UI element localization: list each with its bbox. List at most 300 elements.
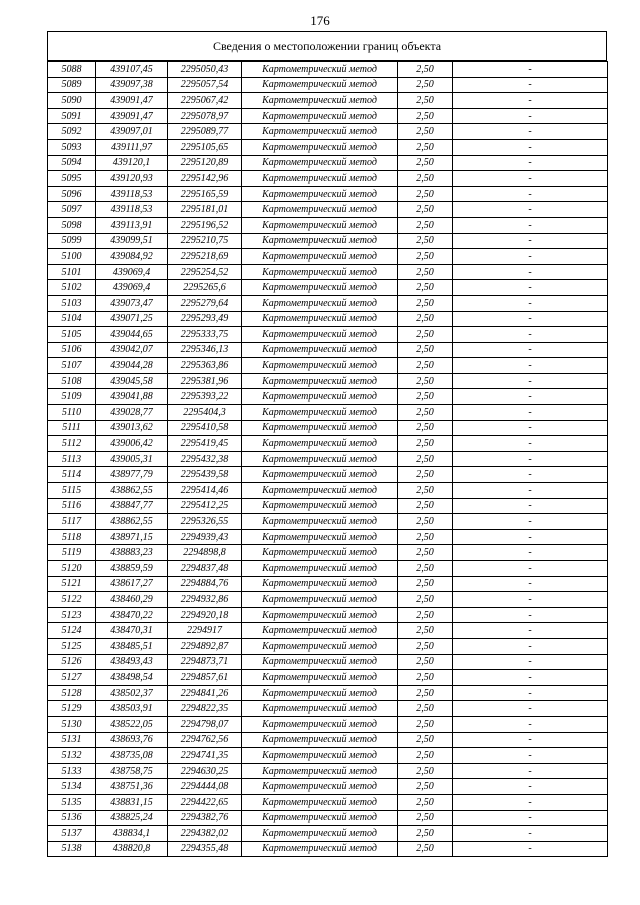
point-number-cell: 5110 — [48, 405, 96, 421]
point-number-cell: 5136 — [48, 810, 96, 826]
table-row — [48, 389, 608, 405]
method-cell: Картометрический метод — [242, 623, 398, 639]
table-row — [48, 420, 608, 436]
method-cell: Картометрический метод — [242, 716, 398, 732]
point-number-cell: 5137 — [48, 826, 96, 842]
x-coordinate-cell: 438522,05 — [96, 716, 168, 732]
y-coordinate-cell: 2294382,76 — [168, 810, 242, 826]
accuracy-cell: 2,50 — [398, 701, 453, 717]
point-number-cell: 5103 — [48, 295, 96, 311]
accuracy-cell: 2,50 — [398, 295, 453, 311]
x-coordinate-cell: 438617,27 — [96, 576, 168, 592]
x-coordinate-cell: 439045,58 — [96, 373, 168, 389]
x-coordinate-cell: 439118,53 — [96, 186, 168, 202]
method-cell: Картометрический метод — [242, 186, 398, 202]
y-coordinate-cell: 2295254,52 — [168, 264, 242, 280]
method-cell: Картометрический метод — [242, 295, 398, 311]
x-coordinate-cell: 438862,55 — [96, 514, 168, 530]
x-coordinate-cell: 438735,08 — [96, 748, 168, 764]
method-cell: Картометрический метод — [242, 139, 398, 155]
accuracy-cell: 2,50 — [398, 264, 453, 280]
table-row — [48, 171, 608, 187]
table-row — [48, 701, 608, 717]
y-coordinate-cell: 2294630,25 — [168, 763, 242, 779]
method-cell: Картометрический метод — [242, 794, 398, 810]
method-cell: Картометрический метод — [242, 233, 398, 249]
method-cell: Картометрический метод — [242, 93, 398, 109]
x-coordinate-cell: 439120,1 — [96, 155, 168, 171]
accuracy-cell: 2,50 — [398, 592, 453, 608]
point-number-cell: 5113 — [48, 451, 96, 467]
x-coordinate-cell: 438751,36 — [96, 779, 168, 795]
accuracy-cell: 2,50 — [398, 202, 453, 218]
point-number-cell: 5124 — [48, 623, 96, 639]
method-cell: Картометрический метод — [242, 685, 398, 701]
method-cell: Картометрический метод — [242, 217, 398, 233]
note-cell: - — [453, 514, 608, 530]
method-cell: Картометрический метод — [242, 841, 398, 857]
note-cell: - — [453, 623, 608, 639]
method-cell: Картометрический метод — [242, 451, 398, 467]
accuracy-cell: 2,50 — [398, 233, 453, 249]
x-coordinate-cell: 438485,51 — [96, 638, 168, 654]
note-cell: - — [453, 124, 608, 140]
note-cell: - — [453, 701, 608, 717]
point-number-cell: 5135 — [48, 794, 96, 810]
method-cell: Картометрический метод — [242, 576, 398, 592]
note-cell: - — [453, 202, 608, 218]
accuracy-cell: 2,50 — [398, 155, 453, 171]
y-coordinate-cell: 2294798,07 — [168, 716, 242, 732]
note-cell: - — [453, 561, 608, 577]
point-number-cell: 5107 — [48, 358, 96, 374]
table-row — [48, 748, 608, 764]
y-coordinate-cell: 2295181,01 — [168, 202, 242, 218]
note-cell: - — [453, 264, 608, 280]
x-coordinate-cell: 439073,47 — [96, 295, 168, 311]
method-cell: Картометрический метод — [242, 280, 398, 296]
accuracy-cell: 2,50 — [398, 311, 453, 327]
y-coordinate-cell: 2295404,3 — [168, 405, 242, 421]
y-coordinate-cell: 2295279,64 — [168, 295, 242, 311]
table-row — [48, 233, 608, 249]
y-coordinate-cell: 2294939,43 — [168, 529, 242, 545]
x-coordinate-cell: 439097,38 — [96, 77, 168, 93]
accuracy-cell: 2,50 — [398, 654, 453, 670]
y-coordinate-cell: 2295393,22 — [168, 389, 242, 405]
note-cell: - — [453, 280, 608, 296]
accuracy-cell: 2,50 — [398, 124, 453, 140]
note-cell: - — [453, 171, 608, 187]
table-row — [48, 139, 608, 155]
note-cell: - — [453, 77, 608, 93]
y-coordinate-cell: 2294355,48 — [168, 841, 242, 857]
y-coordinate-cell: 2294382,02 — [168, 826, 242, 842]
note-cell: - — [453, 451, 608, 467]
x-coordinate-cell: 438820,8 — [96, 841, 168, 857]
method-cell: Картометрический метод — [242, 311, 398, 327]
accuracy-cell: 2,50 — [398, 77, 453, 93]
y-coordinate-cell: 2294884,76 — [168, 576, 242, 592]
method-cell: Картометрический метод — [242, 701, 398, 717]
note-cell: - — [453, 685, 608, 701]
y-coordinate-cell: 2295363,86 — [168, 358, 242, 374]
y-coordinate-cell: 2295210,75 — [168, 233, 242, 249]
point-number-cell: 5095 — [48, 171, 96, 187]
method-cell: Картометрический метод — [242, 670, 398, 686]
point-number-cell: 5118 — [48, 529, 96, 545]
table-row — [48, 779, 608, 795]
note-cell: - — [453, 654, 608, 670]
method-cell: Картометрический метод — [242, 202, 398, 218]
method-cell: Картометрический метод — [242, 327, 398, 343]
x-coordinate-cell: 439069,4 — [96, 264, 168, 280]
table-row — [48, 124, 608, 140]
method-cell: Картометрический метод — [242, 748, 398, 764]
x-coordinate-cell: 439107,45 — [96, 62, 168, 78]
accuracy-cell: 2,50 — [398, 670, 453, 686]
accuracy-cell: 2,50 — [398, 62, 453, 78]
table-row — [48, 280, 608, 296]
method-cell: Картометрический метод — [242, 264, 398, 280]
y-coordinate-cell: 2295333,75 — [168, 327, 242, 343]
method-cell: Картометрический метод — [242, 498, 398, 514]
point-number-cell: 5112 — [48, 436, 96, 452]
accuracy-cell: 2,50 — [398, 373, 453, 389]
method-cell: Картометрический метод — [242, 373, 398, 389]
accuracy-cell: 2,50 — [398, 249, 453, 265]
y-coordinate-cell: 2295120,89 — [168, 155, 242, 171]
point-number-cell: 5116 — [48, 498, 96, 514]
table-row — [48, 623, 608, 639]
x-coordinate-cell: 439091,47 — [96, 108, 168, 124]
point-number-cell: 5125 — [48, 638, 96, 654]
point-number-cell: 5098 — [48, 217, 96, 233]
table-row — [48, 716, 608, 732]
point-number-cell: 5132 — [48, 748, 96, 764]
x-coordinate-cell: 439044,28 — [96, 358, 168, 374]
accuracy-cell: 2,50 — [398, 498, 453, 514]
y-coordinate-cell: 2294841,26 — [168, 685, 242, 701]
accuracy-cell: 2,50 — [398, 405, 453, 421]
point-number-cell: 5104 — [48, 311, 96, 327]
table-row — [48, 826, 608, 842]
y-coordinate-cell: 2295432,38 — [168, 451, 242, 467]
accuracy-cell: 2,50 — [398, 748, 453, 764]
y-coordinate-cell: 2295346,13 — [168, 342, 242, 358]
accuracy-cell: 2,50 — [398, 514, 453, 530]
note-cell: - — [453, 327, 608, 343]
note-cell: - — [453, 358, 608, 374]
note-cell: - — [453, 794, 608, 810]
y-coordinate-cell: 2295419,45 — [168, 436, 242, 452]
point-number-cell: 5102 — [48, 280, 96, 296]
y-coordinate-cell: 2294920,18 — [168, 607, 242, 623]
point-number-cell: 5121 — [48, 576, 96, 592]
method-cell: Картометрический метод — [242, 529, 398, 545]
y-coordinate-cell: 2295412,25 — [168, 498, 242, 514]
table-row — [48, 311, 608, 327]
method-cell: Картометрический метод — [242, 826, 398, 842]
table-row — [48, 732, 608, 748]
note-cell: - — [453, 342, 608, 358]
point-number-cell: 5092 — [48, 124, 96, 140]
x-coordinate-cell: 438503,91 — [96, 701, 168, 717]
accuracy-cell: 2,50 — [398, 93, 453, 109]
method-cell: Картометрический метод — [242, 779, 398, 795]
note-cell: - — [453, 108, 608, 124]
note-cell: - — [453, 249, 608, 265]
accuracy-cell: 2,50 — [398, 186, 453, 202]
method-cell: Картометрический метод — [242, 77, 398, 93]
accuracy-cell: 2,50 — [398, 139, 453, 155]
x-coordinate-cell: 438493,43 — [96, 654, 168, 670]
accuracy-cell: 2,50 — [398, 420, 453, 436]
accuracy-cell: 2,50 — [398, 389, 453, 405]
method-cell: Картометрический метод — [242, 763, 398, 779]
x-coordinate-cell: 438470,22 — [96, 607, 168, 623]
point-number-cell: 5099 — [48, 233, 96, 249]
point-number-cell: 5133 — [48, 763, 96, 779]
x-coordinate-cell: 439006,42 — [96, 436, 168, 452]
accuracy-cell: 2,50 — [398, 763, 453, 779]
y-coordinate-cell: 2295414,46 — [168, 483, 242, 499]
x-coordinate-cell: 438834,1 — [96, 826, 168, 842]
y-coordinate-cell: 2295067,42 — [168, 93, 242, 109]
page-number: 176 — [310, 13, 330, 28]
table-row — [48, 405, 608, 421]
x-coordinate-cell: 439099,51 — [96, 233, 168, 249]
y-coordinate-cell: 2294762,56 — [168, 732, 242, 748]
x-coordinate-cell: 438862,55 — [96, 483, 168, 499]
note-cell: - — [453, 576, 608, 592]
y-coordinate-cell: 2295439,58 — [168, 467, 242, 483]
table-row — [48, 841, 608, 857]
method-cell: Картометрический метод — [242, 249, 398, 265]
note-cell: - — [453, 716, 608, 732]
accuracy-cell: 2,50 — [398, 623, 453, 639]
accuracy-cell: 2,50 — [398, 342, 453, 358]
y-coordinate-cell: 2295218,69 — [168, 249, 242, 265]
point-number-cell: 5100 — [48, 249, 96, 265]
note-cell: - — [453, 311, 608, 327]
boundary-table-frame — [47, 31, 607, 857]
table-row — [48, 654, 608, 670]
accuracy-cell: 2,50 — [398, 451, 453, 467]
note-cell: - — [453, 498, 608, 514]
table-row — [48, 763, 608, 779]
table-row — [48, 295, 608, 311]
point-number-cell: 5115 — [48, 483, 96, 499]
y-coordinate-cell: 2294444,08 — [168, 779, 242, 795]
y-coordinate-cell: 2294892,87 — [168, 638, 242, 654]
accuracy-cell: 2,50 — [398, 841, 453, 857]
x-coordinate-cell: 439084,92 — [96, 249, 168, 265]
table-row — [48, 576, 608, 592]
x-coordinate-cell: 439118,53 — [96, 202, 168, 218]
y-coordinate-cell: 2294857,61 — [168, 670, 242, 686]
y-coordinate-cell: 2295410,58 — [168, 420, 242, 436]
method-cell: Картометрический метод — [242, 483, 398, 499]
point-number-cell: 5126 — [48, 654, 96, 670]
table-row — [48, 373, 608, 389]
accuracy-cell: 2,50 — [398, 794, 453, 810]
method-cell: Картометрический метод — [242, 545, 398, 561]
x-coordinate-cell: 439097,01 — [96, 124, 168, 140]
accuracy-cell: 2,50 — [398, 810, 453, 826]
point-number-cell: 5088 — [48, 62, 96, 78]
point-number-cell: 5094 — [48, 155, 96, 171]
point-number-cell: 5093 — [48, 139, 96, 155]
x-coordinate-cell: 438883,23 — [96, 545, 168, 561]
method-cell: Картометрический метод — [242, 124, 398, 140]
point-number-cell: 5097 — [48, 202, 96, 218]
accuracy-cell: 2,50 — [398, 607, 453, 623]
table-row — [48, 467, 608, 483]
table-row — [48, 436, 608, 452]
table-row — [48, 810, 608, 826]
method-cell: Картометрический метод — [242, 171, 398, 187]
y-coordinate-cell: 2295057,54 — [168, 77, 242, 93]
note-cell: - — [453, 233, 608, 249]
x-coordinate-cell: 438971,15 — [96, 529, 168, 545]
note-cell: - — [453, 607, 608, 623]
point-number-cell: 5128 — [48, 685, 96, 701]
table-row — [48, 93, 608, 109]
table-row — [48, 249, 608, 265]
method-cell: Картометрический метод — [242, 592, 398, 608]
method-cell: Картометрический метод — [242, 467, 398, 483]
point-number-cell: 5129 — [48, 701, 96, 717]
x-coordinate-cell: 439041,88 — [96, 389, 168, 405]
table-row — [48, 638, 608, 654]
point-number-cell: 5119 — [48, 545, 96, 561]
note-cell: - — [453, 810, 608, 826]
table-row — [48, 358, 608, 374]
point-number-cell: 5091 — [48, 108, 96, 124]
point-number-cell: 5106 — [48, 342, 96, 358]
note-cell: - — [453, 779, 608, 795]
x-coordinate-cell: 439113,91 — [96, 217, 168, 233]
x-coordinate-cell: 438758,75 — [96, 763, 168, 779]
x-coordinate-cell: 438859,59 — [96, 561, 168, 577]
method-cell: Картометрический метод — [242, 155, 398, 171]
accuracy-cell: 2,50 — [398, 327, 453, 343]
note-cell: - — [453, 670, 608, 686]
method-cell: Картометрический метод — [242, 358, 398, 374]
accuracy-cell: 2,50 — [398, 483, 453, 499]
point-number-cell: 5089 — [48, 77, 96, 93]
point-number-cell: 5096 — [48, 186, 96, 202]
accuracy-cell: 2,50 — [398, 638, 453, 654]
x-coordinate-cell: 438460,29 — [96, 592, 168, 608]
x-coordinate-cell: 438825,24 — [96, 810, 168, 826]
section-title: Сведения о местоположении границ объекта — [47, 31, 607, 61]
x-coordinate-cell: 438502,37 — [96, 685, 168, 701]
note-cell: - — [453, 62, 608, 78]
method-cell: Картометрический метод — [242, 405, 398, 421]
table-row — [48, 264, 608, 280]
y-coordinate-cell: 2295105,65 — [168, 139, 242, 155]
note-cell: - — [453, 483, 608, 499]
accuracy-cell: 2,50 — [398, 561, 453, 577]
note-cell: - — [453, 748, 608, 764]
note-cell: - — [453, 763, 608, 779]
y-coordinate-cell: 2295381,96 — [168, 373, 242, 389]
x-coordinate-cell: 439042,07 — [96, 342, 168, 358]
point-number-cell: 5127 — [48, 670, 96, 686]
x-coordinate-cell: 438498,54 — [96, 670, 168, 686]
table-row — [48, 62, 608, 78]
note-cell: - — [453, 732, 608, 748]
boundary-points-table — [47, 61, 608, 857]
note-cell: - — [453, 826, 608, 842]
note-cell: - — [453, 638, 608, 654]
note-cell: - — [453, 93, 608, 109]
note-cell: - — [453, 545, 608, 561]
method-cell: Картометрический метод — [242, 62, 398, 78]
table-row — [48, 514, 608, 530]
accuracy-cell: 2,50 — [398, 436, 453, 452]
table-row — [48, 592, 608, 608]
table-row — [48, 155, 608, 171]
accuracy-cell: 2,50 — [398, 576, 453, 592]
note-cell: - — [453, 420, 608, 436]
accuracy-cell: 2,50 — [398, 545, 453, 561]
y-coordinate-cell: 2294837,48 — [168, 561, 242, 577]
note-cell: - — [453, 467, 608, 483]
note-cell: - — [453, 841, 608, 857]
table-row — [48, 561, 608, 577]
table-row — [48, 498, 608, 514]
table-row — [48, 217, 608, 233]
y-coordinate-cell: 2294741,35 — [168, 748, 242, 764]
x-coordinate-cell: 438470,31 — [96, 623, 168, 639]
y-coordinate-cell: 2294932,86 — [168, 592, 242, 608]
note-cell: - — [453, 436, 608, 452]
note-cell: - — [453, 592, 608, 608]
accuracy-cell: 2,50 — [398, 280, 453, 296]
table-row — [48, 77, 608, 93]
y-coordinate-cell: 2295326,55 — [168, 514, 242, 530]
note-cell: - — [453, 529, 608, 545]
y-coordinate-cell: 2294822,35 — [168, 701, 242, 717]
accuracy-cell: 2,50 — [398, 529, 453, 545]
note-cell: - — [453, 186, 608, 202]
table-row — [48, 451, 608, 467]
point-number-cell: 5120 — [48, 561, 96, 577]
table-row — [48, 607, 608, 623]
accuracy-cell: 2,50 — [398, 467, 453, 483]
point-number-cell: 5138 — [48, 841, 96, 857]
accuracy-cell: 2,50 — [398, 716, 453, 732]
y-coordinate-cell: 2295265,6 — [168, 280, 242, 296]
table-row — [48, 670, 608, 686]
method-cell: Картометрический метод — [242, 420, 398, 436]
point-number-cell: 5117 — [48, 514, 96, 530]
point-number-cell: 5134 — [48, 779, 96, 795]
y-coordinate-cell: 2294422,65 — [168, 794, 242, 810]
method-cell: Картометрический метод — [242, 514, 398, 530]
note-cell: - — [453, 405, 608, 421]
y-coordinate-cell: 2295165,59 — [168, 186, 242, 202]
table-row — [48, 186, 608, 202]
point-number-cell: 5131 — [48, 732, 96, 748]
y-coordinate-cell: 2294917 — [168, 623, 242, 639]
y-coordinate-cell: 2295050,43 — [168, 62, 242, 78]
x-coordinate-cell: 439028,77 — [96, 405, 168, 421]
method-cell: Картометрический метод — [242, 389, 398, 405]
